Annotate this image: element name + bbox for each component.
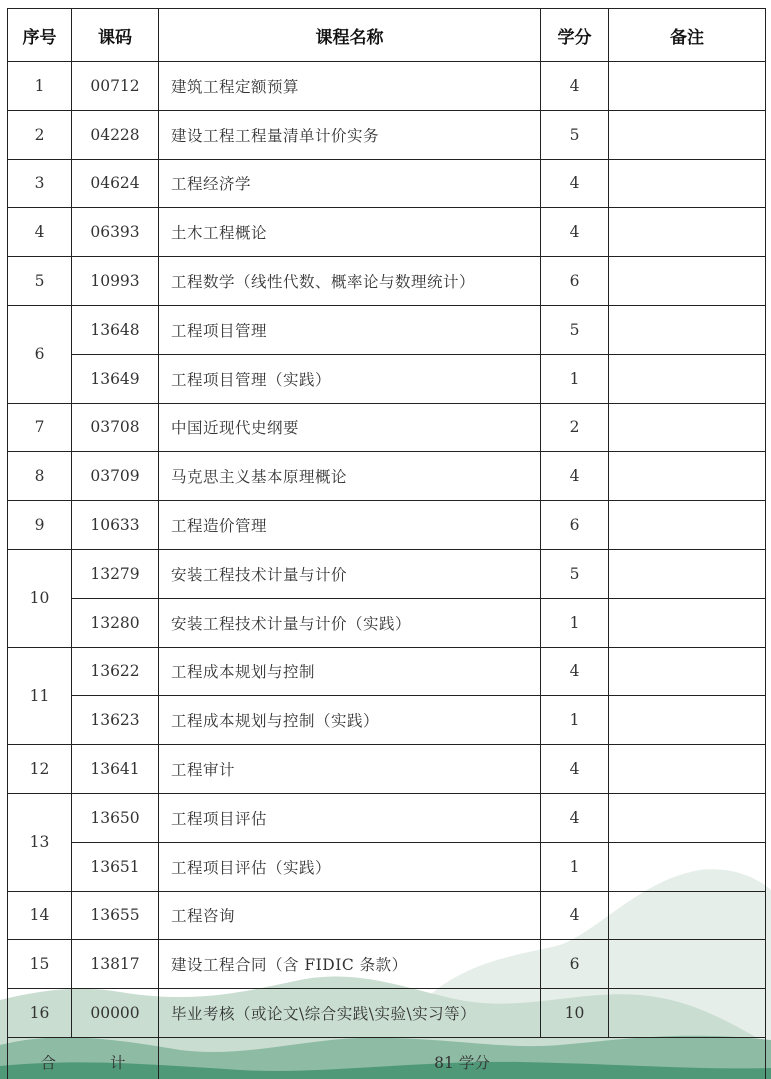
cell-credit: 6 (541, 257, 609, 306)
cell-code: 13655 (72, 891, 159, 940)
cell-note (609, 501, 766, 550)
cell-credit: 5 (541, 305, 609, 354)
cell-course-name: 工程经济学 (159, 159, 541, 208)
cell-note (609, 842, 766, 891)
cell-code: 13651 (72, 842, 159, 891)
table-row (8, 940, 766, 989)
table-row (8, 62, 766, 111)
cell-note (609, 891, 766, 940)
cell-code: 04228 (72, 110, 159, 159)
cell-code: 13622 (72, 647, 159, 696)
cell-course-name: 土木工程概论 (159, 208, 541, 257)
table-row (8, 549, 766, 598)
cell-course-name: 毕业考核（或论文\综合实践\实验\实习等） (159, 989, 541, 1038)
table-row (8, 110, 766, 159)
table-row (8, 208, 766, 257)
table-body (8, 62, 766, 1038)
cell-credit: 4 (541, 745, 609, 794)
cell-course-name: 工程成本规划与控制（实践） (159, 696, 541, 745)
cell-note (609, 647, 766, 696)
total-row (8, 1037, 766, 1079)
cell-credit: 1 (541, 696, 609, 745)
cell-seq: 15 (8, 940, 72, 989)
cell-code: 00712 (72, 62, 159, 111)
cell-credit: 4 (541, 159, 609, 208)
header-code: 课码 (72, 9, 159, 62)
cell-seq: 1 (8, 62, 72, 111)
cell-course-name: 安装工程技术计量与计价 (159, 549, 541, 598)
cell-code: 13641 (72, 745, 159, 794)
cell-credit: 6 (541, 940, 609, 989)
table-row (8, 598, 766, 647)
cell-code: 13623 (72, 696, 159, 745)
cell-note (609, 208, 766, 257)
table-row (8, 354, 766, 403)
cell-credit: 4 (541, 793, 609, 842)
cell-note (609, 452, 766, 501)
cell-seq: 9 (8, 501, 72, 550)
course-table (7, 8, 766, 1079)
cell-course-name: 工程项目管理 (159, 305, 541, 354)
cell-credit: 4 (541, 62, 609, 111)
cell-code: 03708 (72, 403, 159, 452)
table-row (8, 696, 766, 745)
cell-seq: 4 (8, 208, 72, 257)
cell-credit: 10 (541, 989, 609, 1038)
cell-course-name: 建设工程工程量清单计价实务 (159, 110, 541, 159)
cell-code: 06393 (72, 208, 159, 257)
total-label-left: 合 (40, 1053, 56, 1072)
table-row (8, 891, 766, 940)
cell-credit: 4 (541, 208, 609, 257)
cell-seq: 11 (8, 647, 72, 745)
cell-seq: 7 (8, 403, 72, 452)
header-seq: 序号 (8, 9, 72, 62)
cell-course-name: 安装工程技术计量与计价（实践） (159, 598, 541, 647)
cell-seq: 6 (8, 305, 72, 403)
table-row (8, 793, 766, 842)
cell-seq: 13 (8, 793, 72, 891)
cell-note (609, 305, 766, 354)
cell-code: 13817 (72, 940, 159, 989)
table-row (8, 159, 766, 208)
cell-code: 13280 (72, 598, 159, 647)
cell-credit: 1 (541, 598, 609, 647)
cell-course-name: 马克思主义基本原理概论 (159, 452, 541, 501)
header-note: 备注 (609, 9, 766, 62)
cell-course-name: 建设工程合同（含 FIDIC 条款） (159, 940, 541, 989)
header-name: 课程名称 (159, 9, 541, 62)
table-row (8, 501, 766, 550)
table-row (8, 257, 766, 306)
cell-course-name: 工程审计 (159, 745, 541, 794)
cell-code: 03709 (72, 452, 159, 501)
cell-note (609, 403, 766, 452)
cell-code: 13650 (72, 793, 159, 842)
cell-code: 13279 (72, 549, 159, 598)
cell-note (609, 110, 766, 159)
cell-seq: 12 (8, 745, 72, 794)
cell-note (609, 696, 766, 745)
header-credit: 学分 (541, 9, 609, 62)
cell-course-name: 工程成本规划与控制 (159, 647, 541, 696)
cell-credit: 4 (541, 891, 609, 940)
cell-credit: 6 (541, 501, 609, 550)
cell-seq: 2 (8, 110, 72, 159)
cell-note (609, 745, 766, 794)
cell-code: 00000 (72, 989, 159, 1038)
cell-course-name: 工程项目管理（实践） (159, 354, 541, 403)
table-row (8, 647, 766, 696)
cell-note (609, 354, 766, 403)
cell-credit: 1 (541, 354, 609, 403)
cell-code: 13648 (72, 305, 159, 354)
cell-credit: 4 (541, 452, 609, 501)
cell-credit: 1 (541, 842, 609, 891)
cell-course-name: 中国近现代史纲要 (159, 403, 541, 452)
cell-credit: 2 (541, 403, 609, 452)
cell-note (609, 62, 766, 111)
table-row (8, 745, 766, 794)
cell-code: 10633 (72, 501, 159, 550)
cell-seq: 16 (8, 989, 72, 1038)
total-value: 81 学分 (159, 1037, 766, 1079)
cell-seq: 3 (8, 159, 72, 208)
cell-note (609, 940, 766, 989)
cell-note (609, 793, 766, 842)
total-label (8, 1037, 159, 1079)
cell-course-name: 工程数学（线性代数、概率论与数理统计） (159, 257, 541, 306)
table-row (8, 842, 766, 891)
cell-course-name: 建筑工程定额预算 (159, 62, 541, 111)
cell-credit: 5 (541, 110, 609, 159)
cell-credit: 4 (541, 647, 609, 696)
cell-seq: 14 (8, 891, 72, 940)
header-row (8, 9, 766, 62)
cell-note (609, 989, 766, 1038)
cell-note (609, 549, 766, 598)
table-row (8, 305, 766, 354)
cell-course-name: 工程咨询 (159, 891, 541, 940)
table-row (8, 452, 766, 501)
cell-credit: 5 (541, 549, 609, 598)
cell-code: 13649 (72, 354, 159, 403)
cell-course-name: 工程项目评估 (159, 793, 541, 842)
cell-code: 04624 (72, 159, 159, 208)
cell-seq: 8 (8, 452, 72, 501)
cell-course-name: 工程造价管理 (159, 501, 541, 550)
cell-course-name: 工程项目评估（实践） (159, 842, 541, 891)
cell-seq: 5 (8, 257, 72, 306)
cell-note (609, 598, 766, 647)
cell-note (609, 159, 766, 208)
cell-note (609, 257, 766, 306)
total-label-right: 计 (110, 1053, 126, 1072)
cell-seq: 10 (8, 549, 72, 647)
table-row (8, 989, 766, 1038)
cell-code: 10993 (72, 257, 159, 306)
table-row (8, 403, 766, 452)
